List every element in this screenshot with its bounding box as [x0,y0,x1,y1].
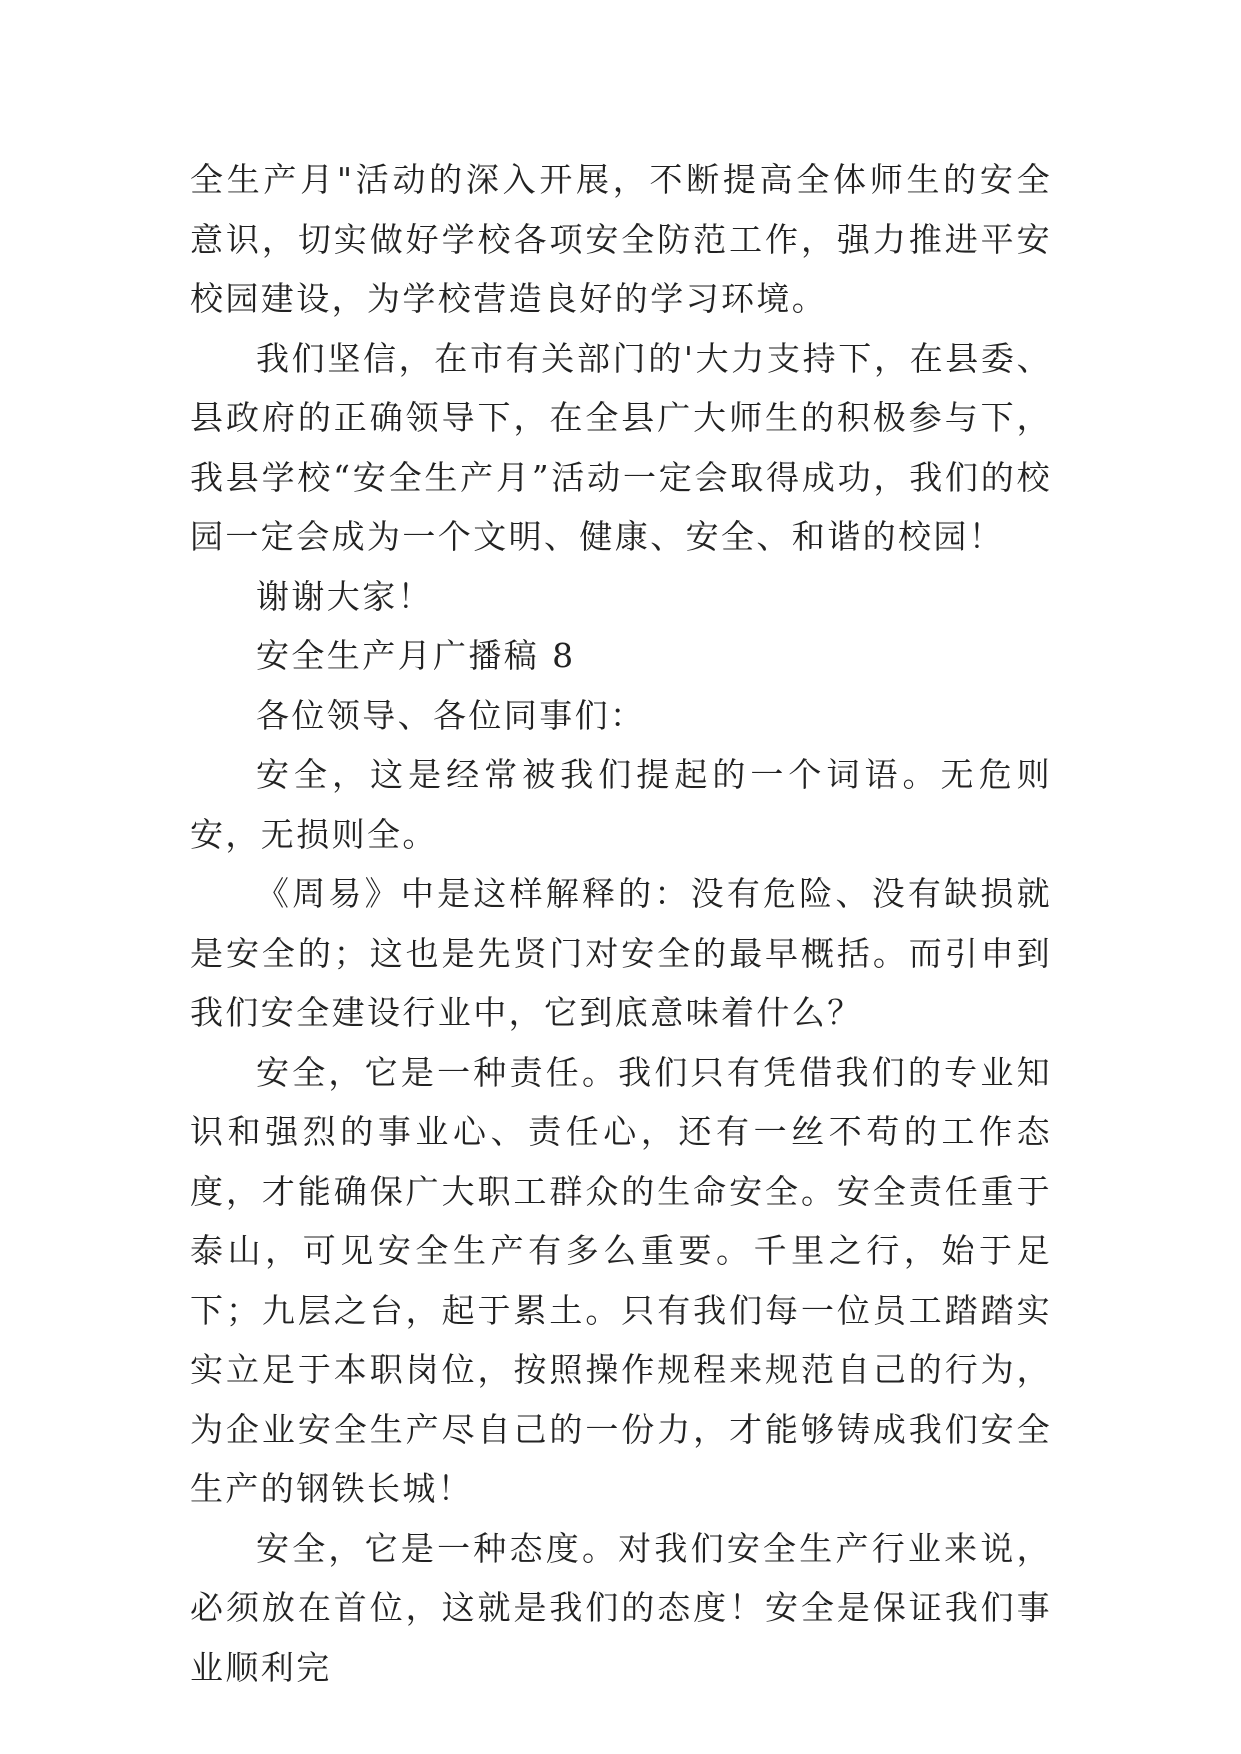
section-heading: 安全生产月广播稿 8 [256,636,576,675]
document-body [190,150,1052,1697]
paragraph-9: 安全，它是一种态度。对我们安全生产行业来说，必须放在首位，这就是我们的态度！安全是保证我们事业顺利完 [190,1528,1052,1687]
paragraph-6: 安全，这是经常被我们提起的一个词语。无危则安，无损则全。 [190,755,1052,854]
paragraph-8: 安全，它是一种责任。我们只有凭借我们的专业知识和强烈的事业心、责任心，还有一丝不苟的工作态度，才能确保广大职工群众的生命安全。安全责任重于泰山，可见安全生产有多么重要。千里之行，始于足下；九层之台，起于累土。只有我们每一位员工踏踏实实立足于本职岗位，按照操作规程来规范自己的行为，为企业安全生产尽自己的一份力，才能够铸成我们安全生产的钢铁长城！ [190,1052,1052,1508]
paragraph-2: 我们坚信，在市有关部门的'大力支持下，在县委、县政府的正确领导下，在全县广大师生的积极参与下，我县学校“安全生产月”活动一定会取得成功，我们的校园一定会成为一个文明、健康、安全、和谐的校园！ [190,338,1052,556]
paragraph-3: 谢谢大家！ [256,576,433,616]
paragraph-1: 全生产月"活动的深入开展，不断提高全体师生的安全意识，切实做好学校各项安全防范工作，强力推进平安校园建设，为学校营造良好的学习环境。 [190,160,1052,318]
paragraph-7: 《周易》中是这样解释的：没有危险、没有缺损就是安全的；这也是先贤门对安全的最早概括。而引申到我们安全建设行业中，它到底意味着什么？ [190,874,1052,1032]
salutation: 各位领导、各位同事们： [256,695,646,735]
